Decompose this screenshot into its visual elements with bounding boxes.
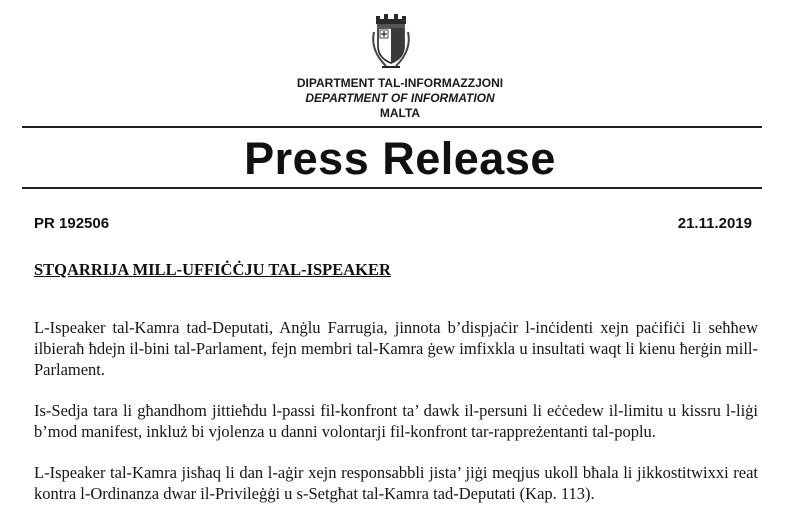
top-divider xyxy=(22,126,762,128)
statement-heading: STQARRIJA MILL-UFFIĊĊJU TAL-ISPEAKER xyxy=(34,260,391,279)
body-paragraph: Is-Sedja tara li għandhom jittieħdu l-passi fil-konfront ta’ dawk il-persuni li eċċedew il-limitu u kissru l-liġi b’mod manifest, inkluż bi vjolenza u danni volontarji fil-konfront tar-rappreżentanti tal-poplu. xyxy=(34,400,758,441)
department-name-english: DEPARTMENT OF INFORMATION xyxy=(305,91,495,105)
bottom-divider xyxy=(22,187,762,189)
department-country: MALTA xyxy=(379,106,421,120)
press-release-number: PR 192506 xyxy=(34,215,110,232)
page-title: Press Release xyxy=(244,133,556,184)
body-paragraph: L-Ispeaker tal-Kamra jisħaq li dan l-aġir xejn responsabbli jista’ jiġi meqjus ukoll bħala li jikkostitwixxi reat kontra l-Ordinanza dwar il-Privileġġi u s-Setgħat tal-Kamra tad-Deputati (Kap. 113). xyxy=(34,462,758,503)
body-paragraph: L-Ispeaker tal-Kamra tad-Deputati, Anġlu Farrugia, jinnota b’dispjaċir l-inċidenti xejn paċifiċi li seħħew ilbieraħ ħdejn il-bini tal-Parlament, fejn membri tal-Kamra ġew imfixkla u insultati waqt li kienu ħerġin mill-Parlament. xyxy=(34,317,758,379)
malta-coat-of-arms-icon xyxy=(368,10,414,70)
department-name-maltese: DIPARTMENT TAL-INFORMAZZJONI xyxy=(296,76,504,90)
press-release-date: 21.11.2019 xyxy=(677,215,752,232)
